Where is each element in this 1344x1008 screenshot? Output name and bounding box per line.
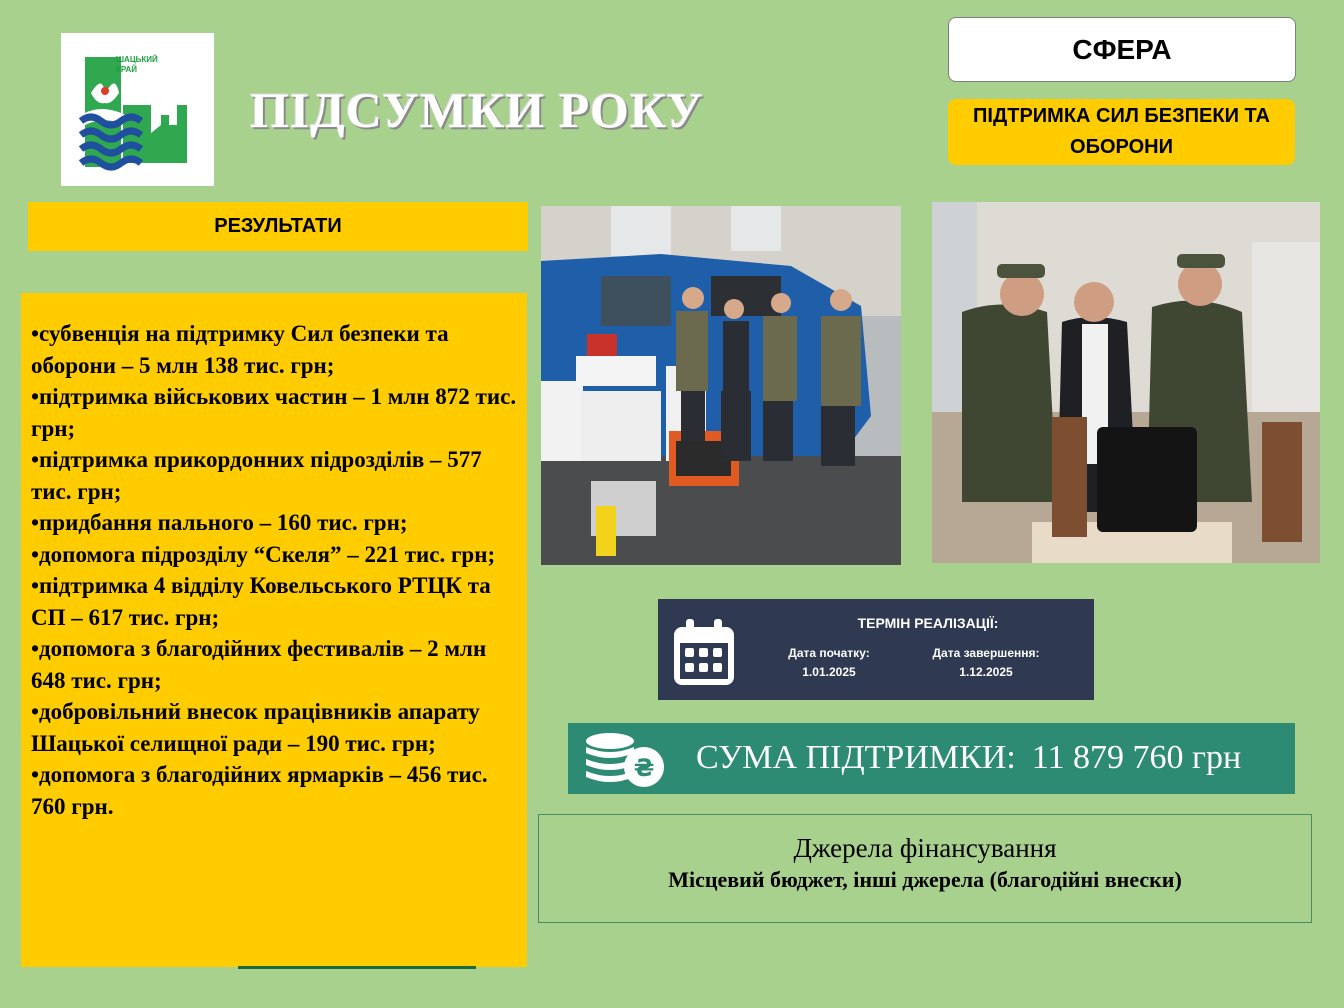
results-item: •придбання пального – 160 тис. грн; [31, 510, 408, 535]
calendar-icon [672, 617, 736, 687]
coins-hryvnia-icon [582, 731, 668, 789]
sum-label: СУМА ПІДТРИМКИ: [696, 739, 1016, 776]
results-item: •підтримка прикордонних підрозділів – 577 тис. грн; [31, 447, 482, 504]
end-date-label: Дата завершення: [932, 646, 1040, 660]
results-item: •допомога підрозділу “Скеля” – 221 тис. грн; [31, 541, 496, 567]
sum-value: 11 879 760 грн [1031, 739, 1242, 776]
logo-text: ШАЦЬКИЙ КРАЙ [116, 55, 158, 74]
start-date-value: 1.01.2025 [802, 665, 856, 679]
term-box [658, 599, 1094, 700]
results-box [21, 293, 527, 967]
funding-title: Джерела фінансування [793, 833, 1057, 863]
page-title: ПІДСУМКИ РОКУ [250, 82, 704, 138]
photo-van-equipment [541, 206, 901, 565]
svg-text:₴: ₴ [633, 754, 655, 782]
photo-meeting [932, 202, 1320, 563]
results-item: •добровільний внесок працівників апарату Шацької селищної ради – 190 тис. грн; [31, 699, 480, 756]
results-item: •підтримка військових частин – 1 млн 872 тис. грн; [31, 384, 517, 441]
logo [61, 33, 214, 186]
sum-bar [568, 723, 1295, 794]
decorative-line [238, 966, 476, 969]
results-list [31, 318, 519, 822]
end-date-value: 1.12.2025 [959, 665, 1013, 679]
results-item: •підтримка 4 відділу Ковельського РТЦК та СП – 617 тис. грн; [31, 573, 491, 630]
results-item: •субвенція на підтримку Сил безпеки та оборони – 5 млн 138 тис. грн; [31, 321, 449, 378]
results-header: РЕЗУЛЬТАТИ [28, 202, 528, 251]
sphere-label: СФЕРА [948, 17, 1296, 82]
funding-box [538, 814, 1312, 923]
results-item: •допомога з благодійних ярмарків – 456 тис. 760 грн. [31, 762, 488, 819]
term-title: ТЕРМІН РЕАЛІЗАЦІЇ: [857, 615, 999, 631]
start-date-label: Дата початку: [788, 646, 870, 660]
results-item: •допомога з благодійних фестивалів – 2 млн 648 тис. грн; [31, 636, 487, 693]
funding-value: Місцевий бюджет, інші джерела (благодійні внески) [668, 867, 1182, 892]
sum-text [696, 733, 1241, 783]
sphere-value: ПІДТРИМКА СИЛ БЕЗПЕКИ ТА ОБОРОНИ [948, 99, 1295, 165]
